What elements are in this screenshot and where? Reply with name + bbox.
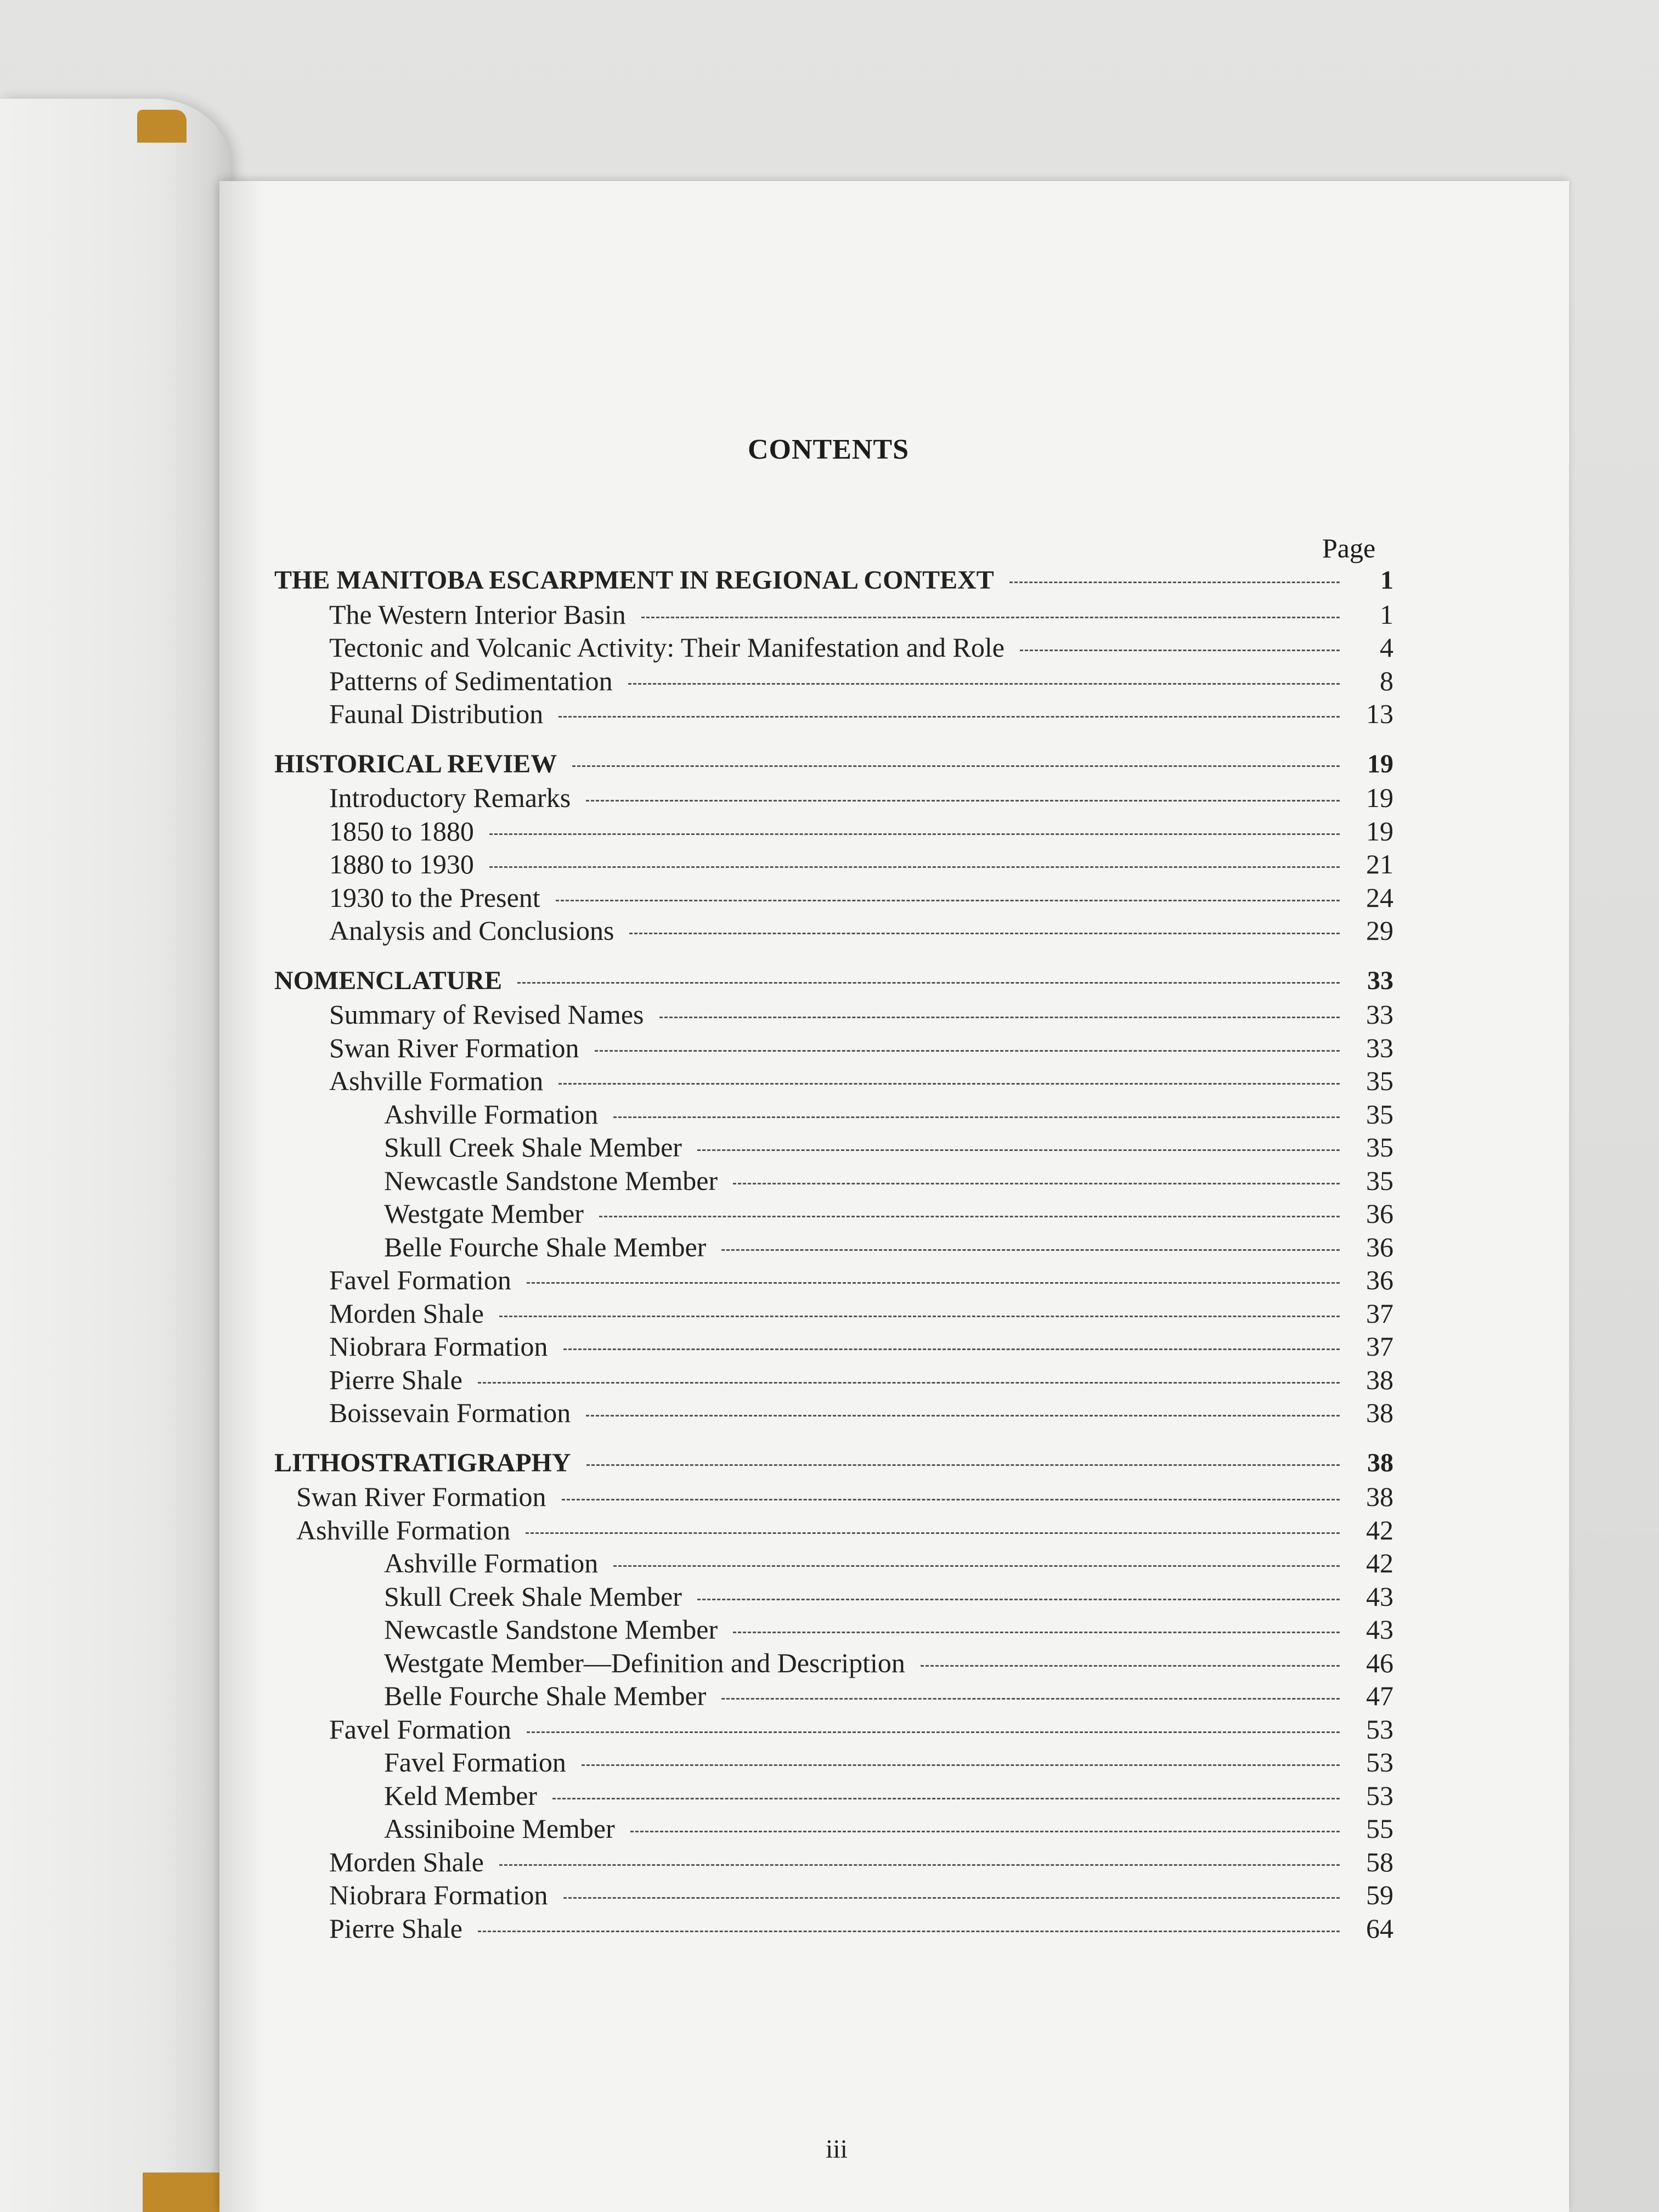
page-title: CONTENTS — [747, 434, 910, 465]
toc-entry-page: 43 — [1366, 1581, 1393, 1612]
dot-leader — [489, 833, 1340, 835]
toc-entry — [274, 1912, 1393, 1946]
dot-leader — [586, 1415, 1340, 1417]
toc-entry-page: 36 — [1366, 1231, 1393, 1262]
toc-section-heading — [274, 966, 1393, 999]
toc-entry-page: 36 — [1366, 1265, 1393, 1295]
dot-leader — [629, 933, 1340, 934]
dot-leader — [586, 800, 1340, 802]
dot-leader — [659, 1017, 1340, 1018]
dot-leader — [582, 1764, 1340, 1766]
toc-entry-page: 35 — [1366, 1065, 1393, 1096]
toc-entry-label: Swan River Formation — [329, 1032, 579, 1063]
toc-entry-label: Faunal Distribution — [329, 698, 544, 729]
toc-entry — [274, 1364, 1393, 1397]
toc-entry-label: Keld Member — [384, 1780, 538, 1811]
toc-entry — [274, 1098, 1393, 1132]
toc-entry-label: Favel Formation — [329, 1713, 511, 1745]
toc-entry — [274, 1165, 1393, 1198]
dot-leader — [558, 1083, 1340, 1085]
toc-entry — [274, 915, 1393, 948]
toc-entry-page: 1 — [1380, 566, 1393, 595]
toc-entry-label: Morden Shale — [329, 1846, 484, 1877]
toc-entry — [274, 631, 1393, 665]
toc-entry-page: 35 — [1366, 1132, 1393, 1163]
page-number: iii — [825, 2135, 848, 2164]
toc-entry-page: 58 — [1366, 1846, 1393, 1877]
toc-entry — [274, 1131, 1393, 1165]
toc-entry-page: 38 — [1366, 1397, 1393, 1428]
toc-entry — [274, 1713, 1393, 1747]
toc-entry-label: Favel Formation — [329, 1265, 511, 1295]
toc-entry — [274, 782, 1393, 815]
toc-entry-label: Skull Creek Shale Member — [384, 1581, 682, 1612]
toc-entry-page: 38 — [1366, 1481, 1393, 1512]
toc-entry-label: LITHOSTRATIGRAPHY — [274, 1448, 571, 1477]
dot-leader — [526, 1532, 1340, 1534]
toc-entry-page: 64 — [1366, 1912, 1393, 1944]
toc-entry — [274, 1397, 1393, 1430]
toc-entry — [274, 599, 1393, 632]
dot-leader — [586, 1464, 1340, 1466]
toc-entry-page: 38 — [1367, 1448, 1393, 1477]
toc-section-heading — [274, 565, 1393, 599]
dot-leader — [721, 1249, 1340, 1251]
toc-entry-page: 36 — [1366, 1198, 1393, 1229]
dot-leader — [517, 982, 1340, 984]
page-gutter-shadow — [219, 181, 263, 2212]
toc-entry-label: Ashville Formation — [296, 1514, 511, 1545]
dot-leader — [697, 1149, 1340, 1151]
toc-entry-page: 33 — [1366, 1032, 1393, 1063]
toc-entry — [274, 1780, 1393, 1813]
dot-leader — [562, 1499, 1340, 1500]
toc-entry-label: Patterns of Sedimentation — [329, 665, 613, 696]
dot-leader — [499, 1864, 1340, 1866]
toc-entry-page: 42 — [1366, 1548, 1393, 1578]
dot-leader — [552, 1798, 1340, 1799]
toc-entry-page: 47 — [1366, 1680, 1393, 1711]
dot-leader — [1009, 582, 1340, 583]
toc-entry-label: Assiniboine Member — [384, 1813, 615, 1844]
toc-entry-label: Belle Fourche Shale Member — [384, 1231, 707, 1262]
toc-entry-label: Favel Formation — [384, 1747, 566, 1778]
toc-entry-label: Skull Creek Shale Member — [384, 1132, 682, 1163]
dot-leader — [478, 1382, 1340, 1384]
dot-leader — [630, 1831, 1340, 1832]
toc-entry-page: 55 — [1366, 1813, 1393, 1844]
dot-leader — [558, 716, 1340, 718]
dot-leader — [489, 866, 1340, 868]
toc-entry — [274, 848, 1393, 882]
page-column-label: Page — [1322, 533, 1376, 563]
dot-leader — [641, 617, 1340, 618]
toc-entry-page: 53 — [1366, 1780, 1393, 1811]
toc-entry — [274, 665, 1393, 698]
toc-entry-label: Westgate Member—Definition and Description — [384, 1647, 905, 1678]
dot-leader — [478, 1931, 1340, 1932]
contents-page — [219, 181, 1569, 2212]
toc-entry-label: 1880 to 1930 — [329, 849, 474, 879]
toc-entry-label: Ashville Formation — [384, 1548, 599, 1578]
toc-entry-page: 59 — [1366, 1880, 1393, 1910]
toc-entry-label: Westgate Member — [384, 1198, 584, 1229]
toc-entry — [274, 1846, 1393, 1880]
toc-entry — [274, 1514, 1393, 1548]
toc-entry-label: Pierre Shale — [329, 1912, 462, 1944]
toc-entry — [274, 1481, 1393, 1514]
dot-leader — [556, 900, 1340, 901]
book-spine-bottom — [143, 2172, 219, 2212]
toc-entry — [274, 1330, 1393, 1364]
toc-entry — [274, 1032, 1393, 1065]
dot-leader — [563, 1897, 1340, 1899]
toc-entry — [274, 1231, 1393, 1265]
toc-entry — [274, 1264, 1393, 1297]
toc-entry — [274, 882, 1393, 915]
toc-entry-label: Niobrara Formation — [329, 1331, 548, 1362]
left-page-curl — [0, 99, 230, 2212]
book-spine-top — [137, 110, 187, 143]
toc-entry-label: Boissevain Formation — [329, 1397, 571, 1428]
toc-entry — [274, 1198, 1393, 1231]
dot-leader — [527, 1282, 1340, 1284]
toc-entry-page: 35 — [1366, 1098, 1393, 1130]
toc-entry — [274, 998, 1393, 1032]
toc-entry-label: Newcastle Sandstone Member — [384, 1165, 718, 1196]
toc-entry-page: 29 — [1366, 915, 1393, 946]
toc-entry — [274, 1879, 1393, 1912]
toc-entry-page: 8 — [1380, 665, 1393, 696]
toc-entry — [274, 1065, 1393, 1098]
toc-entry-page: 53 — [1366, 1747, 1393, 1778]
toc-entry-page: 21 — [1366, 849, 1393, 879]
dot-leader — [563, 1348, 1340, 1350]
dot-leader — [721, 1698, 1340, 1700]
toc-entry — [274, 698, 1393, 731]
toc-entry-label: Summary of Revised Names — [329, 999, 644, 1030]
toc-entry — [274, 1297, 1393, 1331]
dot-leader — [613, 1116, 1340, 1118]
toc-entry-page: 43 — [1366, 1614, 1393, 1645]
toc-entry — [274, 815, 1393, 849]
toc-entry-label: The Western Interior Basin — [329, 599, 626, 630]
toc-entry-page: 37 — [1366, 1331, 1393, 1362]
toc-entry-label: 1850 to 1880 — [329, 815, 474, 847]
toc-entry-page: 37 — [1366, 1297, 1393, 1329]
dot-leader — [921, 1665, 1340, 1667]
toc-entry-label: Niobrara Formation — [329, 1880, 548, 1910]
toc-entry-label: Analysis and Conclusions — [329, 915, 614, 946]
toc-entry-label: 1930 to the Present — [329, 882, 540, 913]
toc-entry-page: 38 — [1366, 1364, 1393, 1395]
toc-entry-page: 19 — [1367, 749, 1393, 778]
toc-entry-page: 33 — [1366, 999, 1393, 1030]
toc-entry — [274, 1547, 1393, 1581]
toc-entry-page: 33 — [1367, 966, 1393, 995]
table-of-contents — [274, 565, 1393, 1945]
dot-leader — [599, 1216, 1340, 1217]
dot-leader — [595, 1050, 1340, 1052]
toc-entry-label: THE MANITOBA ESCARPMENT IN REGIONAL CONTEXT — [274, 566, 994, 595]
dot-leader — [499, 1316, 1340, 1317]
toc-entry — [274, 1613, 1393, 1647]
dot-leader — [1020, 650, 1340, 651]
toc-entry-page: 19 — [1366, 815, 1393, 847]
toc-entry-page: 53 — [1366, 1713, 1393, 1745]
dot-leader — [527, 1731, 1340, 1733]
toc-entry-label: Swan River Formation — [296, 1481, 546, 1512]
toc-entry-label: Pierre Shale — [329, 1364, 462, 1395]
toc-entry-label: Belle Fourche Shale Member — [384, 1680, 707, 1711]
toc-entry-page: 46 — [1366, 1647, 1393, 1678]
toc-entry-label: Ashville Formation — [329, 1065, 544, 1096]
toc-entry-page: 19 — [1366, 782, 1393, 813]
toc-entry-label: Morden Shale — [329, 1297, 484, 1329]
toc-entry-page: 24 — [1366, 882, 1393, 913]
toc-entry-page: 4 — [1380, 632, 1393, 663]
toc-entry-label: Tectonic and Volcanic Activity: Their Manifestation and Role — [329, 632, 1005, 663]
toc-entry-label: Newcastle Sandstone Member — [384, 1614, 718, 1645]
dot-leader — [613, 1565, 1340, 1567]
toc-section-heading — [274, 749, 1393, 782]
toc-entry-page: 42 — [1366, 1514, 1393, 1545]
toc-entry — [274, 1581, 1393, 1614]
toc-entry-page: 13 — [1366, 698, 1393, 729]
dot-leader — [628, 683, 1340, 685]
dot-leader — [733, 1183, 1340, 1184]
toc-section-heading — [274, 1448, 1393, 1481]
dot-leader — [733, 1632, 1340, 1633]
toc-entry — [274, 1746, 1393, 1780]
toc-entry-label: Introductory Remarks — [329, 782, 571, 813]
toc-entry — [274, 1813, 1393, 1846]
toc-entry — [274, 1647, 1393, 1680]
toc-entry-label: Ashville Formation — [384, 1098, 599, 1130]
toc-entry-label: HISTORICAL REVIEW — [274, 749, 557, 778]
dot-leader — [697, 1599, 1340, 1600]
toc-entry-label: NOMENCLATURE — [274, 966, 503, 995]
toc-entry — [274, 1680, 1393, 1713]
toc-entry-page: 35 — [1366, 1165, 1393, 1196]
toc-entry-page: 1 — [1380, 599, 1393, 630]
dot-leader — [572, 765, 1340, 767]
